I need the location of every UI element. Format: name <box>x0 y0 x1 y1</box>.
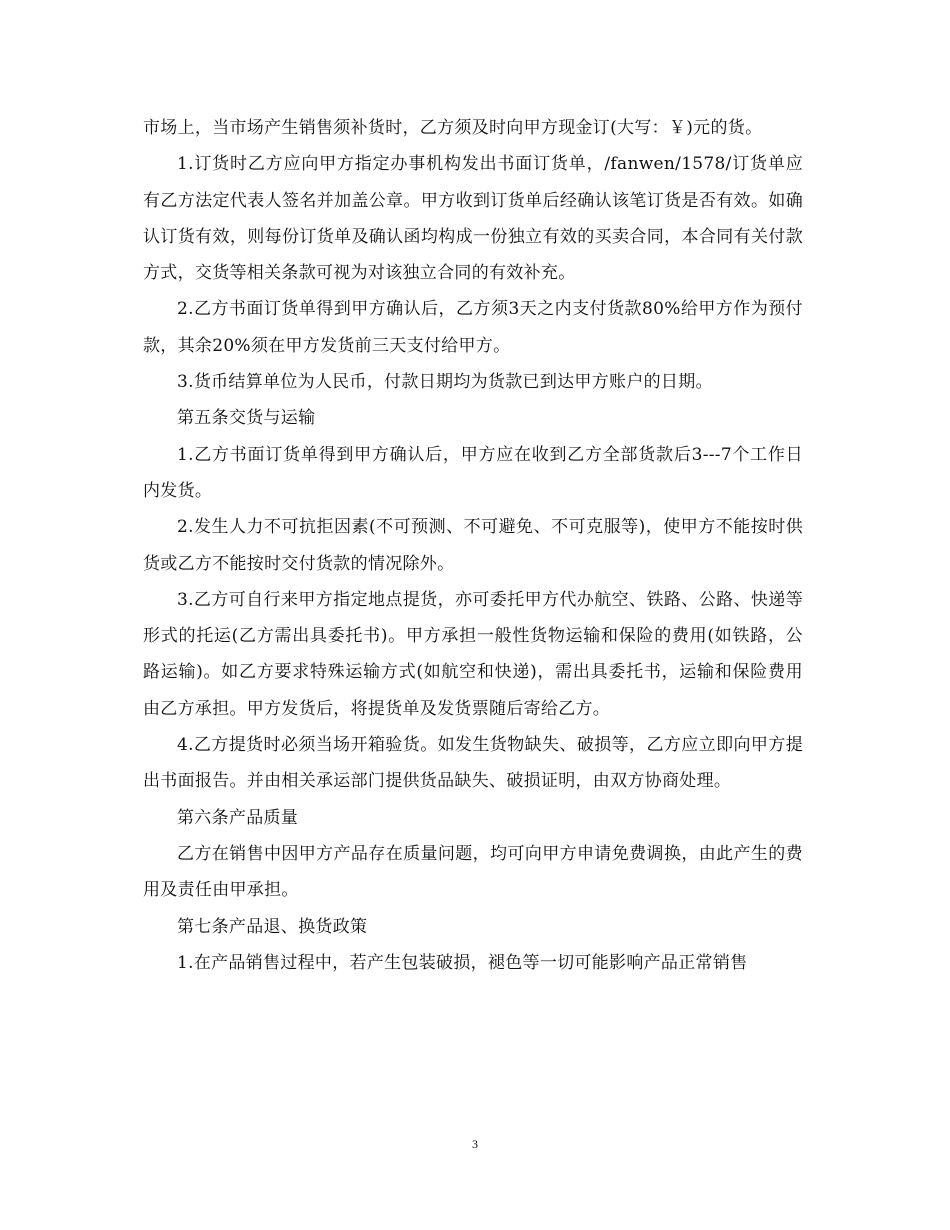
heading-article-5: 第五条交货与运输 <box>177 408 316 429</box>
paragraph-transport: 3.乙方可自行来甲方指定地点提货，亦可委托甲方代办航空、铁路、公路、快递等形式的托运(乙方需出具委托书)。甲方承担一般性货物运输和保险的费用(如铁路，公路运输)。如乙方要求特殊运输方式(如航空和快递)，需出具委托书，运输和保险费用由乙方承担。甲方发货后，将提货单及发货票随后寄给乙方。 <box>143 589 803 719</box>
paragraph-currency: 3.货币结算单位为人民币，付款日期均为货款已到达甲方账户的日期。 <box>177 372 713 393</box>
heading-article-6: 第六条产品质量 <box>177 807 299 828</box>
paragraph-continuation: 市场上，当市场产生销售须补货时，乙方须及时向甲方现金订(大写：￥)元的货。 <box>143 118 763 138</box>
paragraph-prepayment: 2.乙方书面订货单得到甲方确认后，乙方须3天之内支付货款80%给甲方作为预付款，其余20%须在甲方发货前三天支付给甲方。 <box>143 299 803 356</box>
paragraph-returns: 1.在产品销售过程中，若产生包装破损，褪色等一切可能影响产品正常销售 <box>177 952 748 973</box>
heading-article-7: 第七条产品退、换货政策 <box>177 916 368 937</box>
paragraph-order-procedure: 1.订货时乙方应向甲方指定办事机构发出书面订货单，/fanwen/1578/订货单应有乙方法定代表人签名并加盖公章。甲方收到订货单后经确认该笔订货是否有效。如确认订货有效，则每份订货单及确认函均构成一份独立有效的买卖合同，本合同有关付款方式，交货等相关条款可视为对该独立合同的有效补充。 <box>143 154 803 284</box>
paragraph-inspection: 4.乙方提货时必须当场开箱验货。如发生货物缺失、破损等，乙方应立即向甲方提出书面报告。并由相关承运部门提供货品缺失、破损证明，由双方协商处理。 <box>143 735 803 792</box>
paragraph-delivery-time: 1.乙方书面订货单得到甲方确认后，甲方应在收到乙方全部货款后3---7个工作日内发货。 <box>143 444 803 501</box>
paragraph-force-majeure: 2.发生人力不可抗拒因素(不可预测、不可避免、不可克服等)，使甲方不能按时供货或乙方不能按时交付货款的情况除外。 <box>143 517 803 574</box>
document-body <box>143 110 803 981</box>
page-number: 3 <box>472 1137 478 1151</box>
paragraph-quality: 乙方在销售中因甲方产品存在质量问题，均可向甲方申请免费调换，由此产生的费用及责任由甲承担。 <box>143 843 803 901</box>
